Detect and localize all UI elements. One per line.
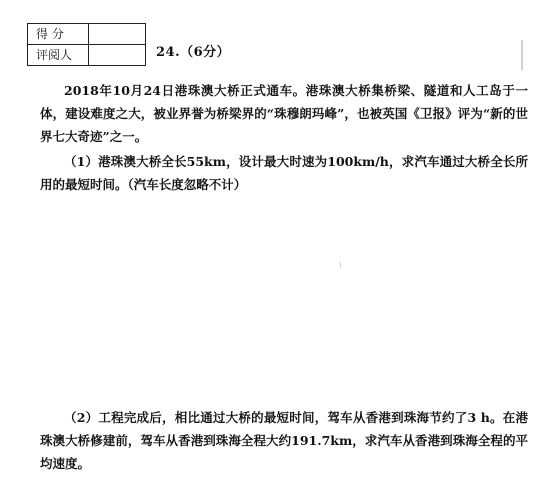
score-cell[interactable]: [89, 24, 146, 45]
score-row: [28, 24, 146, 45]
reviewer-label: 评阅人: [28, 45, 89, 66]
question-part-2: （2）工程完成后，相比通过大桥的最短时间，驾车从香港到珠海节约了3 h。在港珠澳大桥修建前，驾车从香港到珠海全程大约191.7km，求汽车从香港到珠海全程的平均速度。: [40, 410, 528, 471]
scan-artifact-mark: [521, 40, 523, 70]
intro-paragraph: 2018年10月24日港珠澳大桥正式通车。港珠澳大桥集桥梁、隧道和人工岛于一体，建设难度之大，被业界誉为桥梁界的“珠穆朗玛峰”，也被英国《卫报》评为“新的世界七大奇迹”之一。: [40, 83, 528, 144]
reviewer-cell[interactable]: [89, 45, 146, 66]
scan-artifact-mark: [340, 262, 341, 268]
question-part-1: （1）港珠澳大桥全长55km，设计最大时速为100km/h，求汽车通过大桥全长所用的最短时间。（汽车长度忽略不计）: [40, 154, 528, 192]
score-label: 得 分: [28, 24, 89, 45]
question-number: 24.（6分）: [156, 45, 231, 60]
reviewer-row: [28, 45, 146, 66]
score-table: [27, 23, 146, 66]
